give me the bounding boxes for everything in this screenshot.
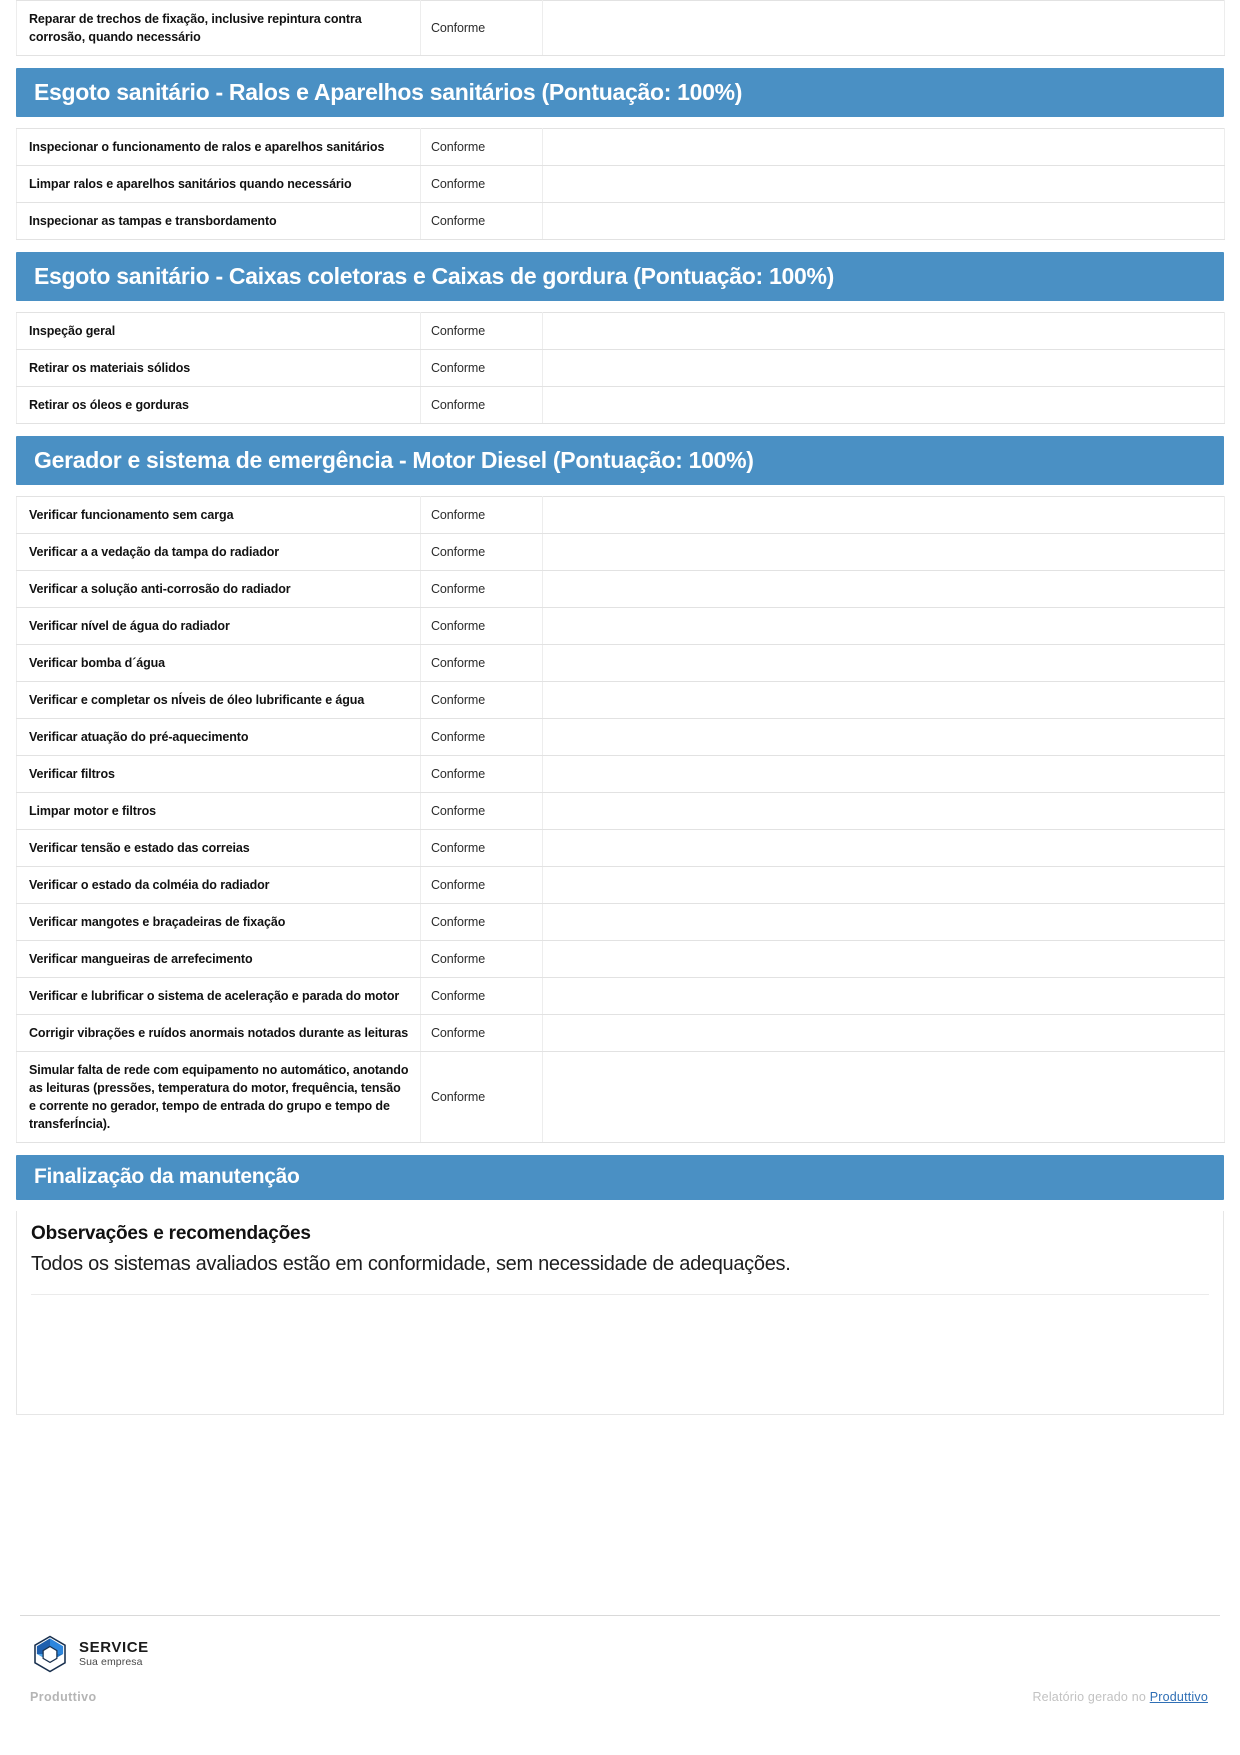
table-row	[17, 129, 1225, 166]
checklist-item-notes	[543, 756, 1225, 793]
checklist-item-label: Verificar e completar os nÍveis de óleo lubrificante e água	[17, 682, 421, 719]
checklist-item-label: Limpar motor e filtros	[17, 793, 421, 830]
table-row	[17, 867, 1225, 904]
checklist-item-notes	[543, 830, 1225, 867]
checklist-item-label: Reparar de trechos de fixação, inclusive repintura contra corrosão, quando necessário	[17, 1, 421, 56]
checklist-table-esgoto-caixas	[16, 312, 1225, 424]
table-row	[17, 1, 1225, 56]
checklist-item-status: Conforme	[421, 830, 543, 867]
observations-title: Observações e recomendações	[31, 1223, 311, 1245]
checklist-item-status: Conforme	[421, 350, 543, 387]
checklist-item-status: Conforme	[421, 1015, 543, 1052]
table-row	[17, 645, 1225, 682]
table-row	[17, 534, 1225, 571]
checklist-item-notes	[543, 497, 1225, 534]
checklist-item-label: Verificar nível de água do radiador	[17, 608, 421, 645]
table-row	[17, 1015, 1225, 1052]
checklist-item-notes	[543, 313, 1225, 350]
table-row	[17, 497, 1225, 534]
checklist-item-label: Limpar ralos e aparelhos sanitários quando necessário	[17, 166, 421, 203]
checklist-item-label: Verificar tensão e estado das correias	[17, 830, 421, 867]
service-hexagon-logo-icon	[30, 1634, 70, 1674]
checklist-item-status: Conforme	[421, 608, 543, 645]
checklist-item-status: Conforme	[421, 1, 543, 56]
company-logo	[16, 1616, 1224, 1674]
table-row	[17, 608, 1225, 645]
table-row	[17, 719, 1225, 756]
checklist-item-notes	[543, 941, 1225, 978]
section-header-gerador-motor-diesel: Gerador e sistema de emergência - Motor Diesel (Pontuação: 100%)	[16, 436, 1224, 485]
section-header-esgoto-ralos: Esgoto sanitário - Ralos e Aparelhos sanitários (Pontuação: 100%)	[16, 68, 1224, 117]
checklist-item-label: Verificar a solução anti-corrosão do radiador	[17, 571, 421, 608]
table-row	[17, 571, 1225, 608]
observations-text: Todos os sistemas avaliados estão em conformidade, sem necessidade de adequações.	[31, 1253, 791, 1276]
checklist-item-status: Conforme	[421, 313, 543, 350]
checklist-item-status: Conforme	[421, 867, 543, 904]
checklist-item-status: Conforme	[421, 793, 543, 830]
checklist-item-notes	[543, 1052, 1225, 1143]
checklist-item-label: Retirar os materiais sólidos	[17, 350, 421, 387]
observations-empty-area	[31, 1294, 1209, 1414]
page-footer	[16, 1615, 1224, 1755]
checklist-item-notes	[543, 387, 1225, 424]
checklist-item-notes	[543, 904, 1225, 941]
checklist-item-label: Retirar os óleos e gorduras	[17, 387, 421, 424]
section-header-esgoto-caixas: Esgoto sanitário - Caixas coletoras e Caixas de gordura (Pontuação: 100%)	[16, 252, 1224, 301]
table-row	[17, 1052, 1225, 1143]
checklist-item-label: Inspecionar o funcionamento de ralos e aparelhos sanitários	[17, 129, 421, 166]
checklist-item-notes	[543, 350, 1225, 387]
checklist-item-status: Conforme	[421, 497, 543, 534]
checklist-item-status: Conforme	[421, 645, 543, 682]
footer-generated-note	[1032, 1690, 1208, 1704]
table-row	[17, 166, 1225, 203]
checklist-item-status: Conforme	[421, 129, 543, 166]
checklist-item-notes	[543, 645, 1225, 682]
checklist-item-label: Verificar funcionamento sem carga	[17, 497, 421, 534]
company-tagline: Sua empresa	[79, 1656, 143, 1669]
checklist-item-status: Conforme	[421, 534, 543, 571]
checklist-item-label: Verificar mangotes e braçadeiras de fixação	[17, 904, 421, 941]
finalization-block	[16, 1211, 1224, 1415]
checklist-item-status: Conforme	[421, 571, 543, 608]
footer-brand: Produttivo	[30, 1690, 97, 1704]
footer-bottom-row	[16, 1674, 1224, 1718]
checklist-item-notes	[543, 571, 1225, 608]
table-row	[17, 941, 1225, 978]
checklist-item-notes	[543, 682, 1225, 719]
checklist-item-label: Verificar a a vedação da tampa do radiador	[17, 534, 421, 571]
produttivo-link[interactable]: Produttivo	[1149, 1690, 1208, 1704]
checklist-item-notes	[543, 1, 1225, 56]
company-logo-text	[79, 1640, 149, 1668]
checklist-item-label: Simular falta de rede com equipamento no automático, anotando as leituras (pressões, temperatura do motor, frequência, tensão e corrente no gerador, tempo de entrada do grupo e tempo de transferÍncia).	[17, 1052, 421, 1143]
checklist-item-status: Conforme	[421, 682, 543, 719]
checklist-item-notes	[543, 129, 1225, 166]
checklist-item-status: Conforme	[421, 1052, 543, 1143]
checklist-item-notes	[543, 867, 1225, 904]
checklist-item-status: Conforme	[421, 203, 543, 240]
checklist-item-notes	[543, 793, 1225, 830]
checklist-item-label: Verificar e lubrificar o sistema de aceleração e parada do motor	[17, 978, 421, 1015]
checklist-item-notes	[543, 1015, 1225, 1052]
footer-generated-prefix: Relatório gerado no	[1032, 1690, 1150, 1704]
table-row	[17, 313, 1225, 350]
section-header-finalizacao: Finalização da manutenção	[16, 1155, 1224, 1200]
checklist-item-notes	[543, 166, 1225, 203]
table-row	[17, 978, 1225, 1015]
checklist-item-notes	[543, 534, 1225, 571]
checklist-item-label: Verificar mangueiras de arrefecimento	[17, 941, 421, 978]
table-row	[17, 350, 1225, 387]
checklist-item-label: Verificar filtros	[17, 756, 421, 793]
table-row	[17, 793, 1225, 830]
checklist-item-status: Conforme	[421, 756, 543, 793]
table-row	[17, 756, 1225, 793]
checklist-item-label: Inspeção geral	[17, 313, 421, 350]
checklist-item-status: Conforme	[421, 904, 543, 941]
table-row	[17, 387, 1225, 424]
checklist-item-notes	[543, 203, 1225, 240]
checklist-item-notes	[543, 719, 1225, 756]
checklist-item-notes	[543, 608, 1225, 645]
checklist-table-continued	[16, 0, 1225, 56]
company-name: SERVICE	[79, 1639, 149, 1657]
table-row	[17, 203, 1225, 240]
checklist-item-label: Verificar bomba d´água	[17, 645, 421, 682]
checklist-table-esgoto-ralos	[16, 128, 1225, 240]
checklist-item-label: Verificar atuação do pré-aquecimento	[17, 719, 421, 756]
checklist-item-status: Conforme	[421, 941, 543, 978]
checklist-item-label: Inspecionar as tampas e transbordamento	[17, 203, 421, 240]
checklist-item-label: Verificar o estado da colméia do radiador	[17, 867, 421, 904]
table-row	[17, 830, 1225, 867]
checklist-item-notes	[543, 978, 1225, 1015]
checklist-item-status: Conforme	[421, 978, 543, 1015]
checklist-item-status: Conforme	[421, 166, 543, 203]
checklist-table-gerador	[16, 496, 1225, 1143]
table-row	[17, 904, 1225, 941]
table-row	[17, 682, 1225, 719]
checklist-item-status: Conforme	[421, 387, 543, 424]
checklist-item-status: Conforme	[421, 719, 543, 756]
checklist-item-label: Corrigir vibrações e ruídos anormais notados durante as leituras	[17, 1015, 421, 1052]
